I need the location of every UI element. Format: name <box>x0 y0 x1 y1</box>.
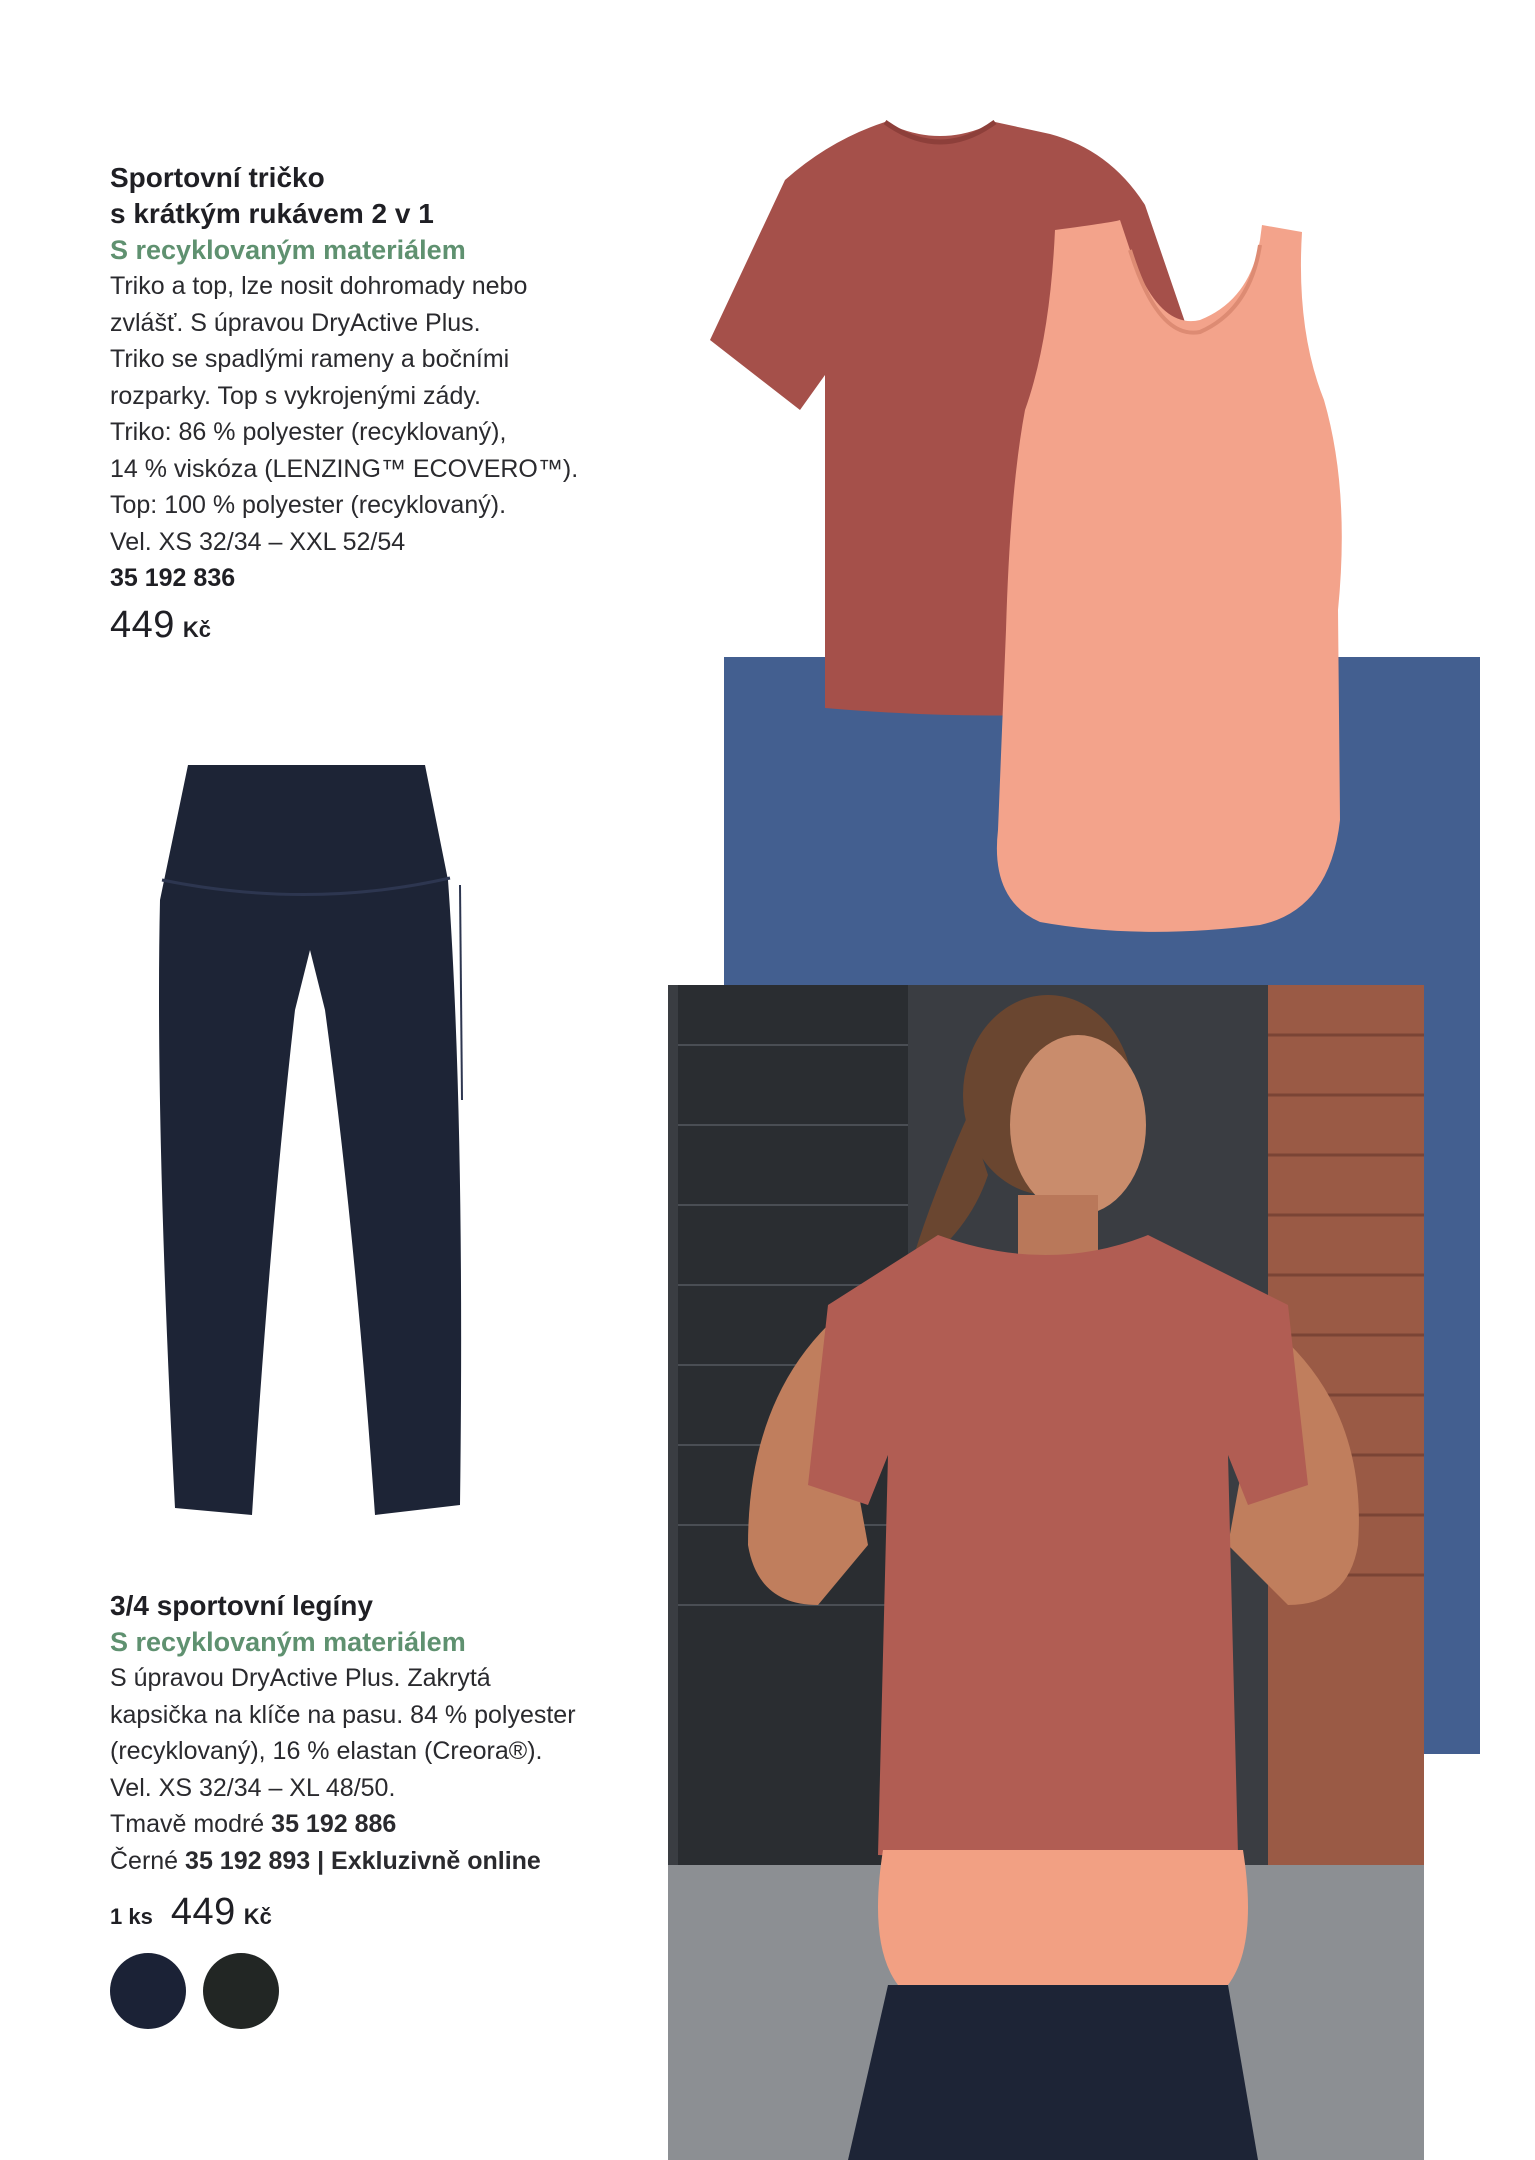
product1-title-line2: s krátkým rukávem 2 v 1 <box>110 198 434 229</box>
product2-info <box>110 1588 710 1934</box>
product1-sku: 35 192 836 <box>110 564 236 592</box>
product1-info <box>110 160 670 647</box>
product2-price-value: 449 <box>170 1891 236 1933</box>
product2-description <box>110 1660 710 1879</box>
product2-variant2-sku: 35 192 893 | Exkluzivně online <box>185 1846 541 1875</box>
product1-desc-line: Vel. XS 32/34 – XXL 52/54 <box>110 527 406 556</box>
product1-desc-line: Top: 100 % polyester (recyklovaný). <box>110 491 507 519</box>
product1-description <box>110 268 670 560</box>
product1-desc-line: rozparky. Top s vykrojenými zády. <box>110 381 481 410</box>
product2-desc-line: S úpravou DryActive Plus. Zakrytá <box>110 1664 491 1692</box>
tshirt-tanktop-image <box>690 110 1350 940</box>
color-swatch-dark-blue[interactable] <box>110 1953 186 2029</box>
product1-title-line1: Sportovní tričko <box>110 162 325 193</box>
product1-desc-line: Triko: 86 % polyester (recyklovaný), <box>110 418 507 446</box>
leggings-shape <box>159 765 461 1515</box>
product2-price <box>110 1891 710 1934</box>
product1-desc-line: 14 % viskóza (LENZING™ ECOVERO™). <box>110 454 579 483</box>
product2-desc-line: kapsička na klíče na pasu. 84 % polyester <box>110 1700 576 1729</box>
product1-subtitle: S recyklovaným materiálem <box>110 235 466 265</box>
leggings-image <box>130 760 480 1520</box>
tanktop-shape <box>997 220 1342 932</box>
product2-variant1-sku: 35 192 886 <box>271 1810 397 1838</box>
product1-desc-line: Triko se spadlými rameny a bočními <box>110 345 510 373</box>
product2-price-currency: Kč <box>243 1904 272 1929</box>
product2-title: 3/4 sportovní legíny <box>110 1590 373 1621</box>
product1-desc-line: zvlášť. S úpravou DryActive Plus. <box>110 308 481 337</box>
product1-price-value: 449 <box>110 604 175 646</box>
product2-subtitle: S recyklovaným materiálem <box>110 1627 466 1657</box>
product2-quantity: 1 ks <box>110 1904 153 1929</box>
product1-price-currency: Kč <box>182 617 212 642</box>
product2-variant2 <box>110 1843 710 1880</box>
product2-variant1 <box>110 1806 710 1843</box>
product2-variant2-label: Černé <box>110 1846 179 1875</box>
product1-desc-line: Triko a top, lze nosit dohromady nebo <box>110 272 528 300</box>
color-swatch-black[interactable] <box>203 1953 279 2029</box>
product1-price <box>110 604 670 647</box>
product2-variant1-label: Tmavě modré <box>110 1810 265 1838</box>
model-photo <box>668 985 1424 2160</box>
product2-desc-line: (recyklovaný), 16 % elastan (Creora®). <box>110 1737 543 1765</box>
product2-desc-line: Vel. XS 32/34 – XL 48/50. <box>110 1773 396 1802</box>
